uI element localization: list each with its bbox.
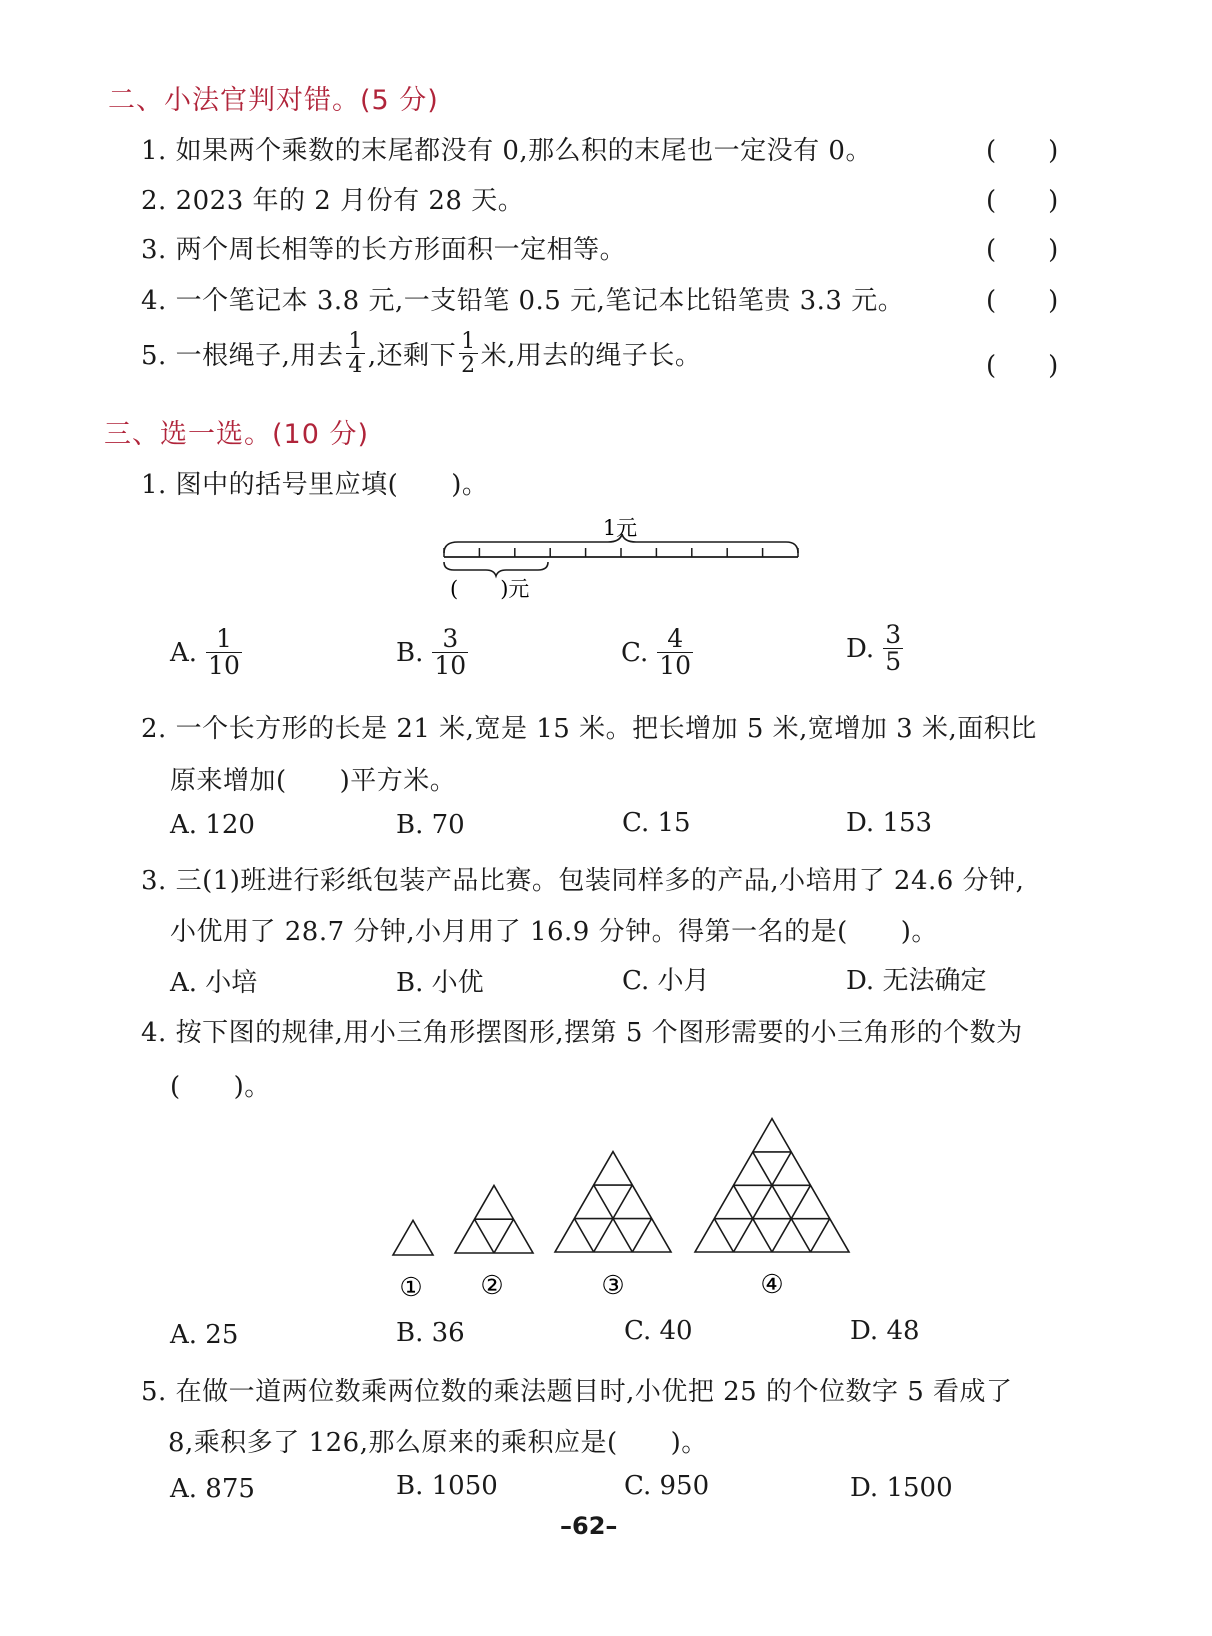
- judge-item-5: [141, 330, 701, 377]
- triangle-pattern-figure: [380, 1100, 870, 1315]
- figure-label-4: ④: [760, 1270, 784, 1300]
- choice-q2-line2: 原来增加( )平方米。: [170, 766, 457, 796]
- section-2-title: 二、小法官判对错。(5 分): [108, 85, 439, 116]
- choice-q1-text: 1. 图中的括号里应填( )。: [141, 470, 489, 500]
- fraction-numerator: 1: [216, 624, 232, 653]
- triangle-outline: [555, 1152, 671, 1252]
- q4-option-b[interactable]: B. 36: [396, 1318, 465, 1348]
- number-line-ticks: [444, 548, 798, 557]
- q1-option-d[interactable]: [846, 622, 906, 676]
- q3-option-c[interactable]: C. 小月: [622, 966, 710, 996]
- figure-label-3: ③: [601, 1271, 625, 1301]
- fraction-numerator: 1: [461, 329, 476, 354]
- grid-line: [632, 1219, 651, 1252]
- fraction-denominator: 4: [348, 353, 363, 379]
- fraction-one-quarter: [346, 330, 365, 377]
- figure-bottom-label: ( )元: [450, 577, 530, 601]
- choice-q4-line1: 4. 按下图的规律,用小三角形摆图形,摆第 5 个图形需要的小三角形的个数为: [141, 1018, 1023, 1048]
- option-label: A.: [170, 637, 198, 668]
- fraction-denominator: 5: [885, 647, 902, 677]
- q2-option-d[interactable]: D. 153: [846, 808, 933, 838]
- figure-label-1: ①: [399, 1273, 423, 1303]
- choice-q5-line1: 5. 在做一道两位数乘两位数的乘法题目时,小优把 25 的个位数字 5 看成了: [141, 1377, 1013, 1407]
- bottom-brace: [444, 562, 548, 576]
- q5-option-a[interactable]: A. 875: [170, 1474, 255, 1504]
- q5-option-b[interactable]: B. 1050: [396, 1471, 498, 1501]
- judge-item-5-pre: 5. 一根绳子,用去: [141, 341, 344, 372]
- choice-q2-line1: 2. 一个长方形的长是 21 米,宽是 15 米。把长增加 5 米,宽增加 3 米,面积比: [141, 714, 1037, 744]
- q2-option-b[interactable]: B. 70: [396, 810, 465, 840]
- judge-item-5-mid: ,还剩下: [367, 341, 457, 372]
- triangle-figure-3: [555, 1152, 671, 1252]
- triangle-figure-2: [455, 1185, 533, 1253]
- answer-blank-4[interactable]: ( ): [986, 286, 1059, 316]
- judge-item-3: 3. 两个周长相等的长方形面积一定相等。: [141, 235, 627, 265]
- q3-option-d[interactable]: D. 无法确定: [846, 966, 987, 996]
- choice-q5-line2: 8,乘积多了 126,那么原来的乘积应是( )。: [168, 1428, 708, 1458]
- grid-line: [494, 1219, 514, 1253]
- grid-line: [753, 1152, 811, 1252]
- q3-option-b[interactable]: B. 小优: [396, 968, 484, 998]
- q3-option-a[interactable]: A. 小培: [170, 968, 258, 998]
- q5-option-c[interactable]: C. 950: [624, 1471, 710, 1501]
- figure-top-label: 1元: [602, 516, 638, 540]
- fraction-denominator: 10: [434, 651, 467, 681]
- option-fraction: [206, 626, 242, 680]
- q4-option-c[interactable]: C. 40: [624, 1316, 693, 1346]
- answer-blank-5[interactable]: ( ): [986, 351, 1059, 381]
- fraction-numerator: 3: [442, 624, 459, 653]
- q5-option-d[interactable]: D. 1500: [850, 1473, 953, 1503]
- q2-option-c[interactable]: C. 15: [622, 808, 691, 838]
- triangle-outline: [393, 1220, 433, 1255]
- grid-line: [811, 1219, 830, 1252]
- fraction-numerator: 4: [667, 624, 684, 653]
- fraction-denominator: 10: [659, 651, 692, 681]
- option-fraction: [432, 626, 468, 680]
- triangle-figure-4: [695, 1119, 849, 1252]
- q1-option-a[interactable]: [170, 626, 245, 680]
- q1-option-c[interactable]: [621, 626, 696, 680]
- option-label: B.: [396, 637, 424, 668]
- judge-item-2: 2. 2023 年的 2 月份有 28 天。: [141, 186, 525, 216]
- answer-blank-2[interactable]: ( ): [986, 186, 1059, 216]
- fraction-numerator: 1: [348, 329, 363, 354]
- grid-line: [714, 1219, 733, 1252]
- grid-line: [734, 1152, 792, 1252]
- q1-option-b[interactable]: [396, 626, 471, 680]
- figure-label-2: ②: [480, 1271, 504, 1301]
- choice-q3-line1: 3. 三(1)班进行彩纸包装产品比赛。包装同样多的产品,小培用了 24.6 分钟,: [141, 866, 1025, 896]
- option-fraction: [657, 626, 693, 680]
- option-label: D.: [846, 633, 875, 664]
- grid-line: [475, 1219, 495, 1253]
- judge-item-1: 1. 如果两个乘数的末尾都没有 0,那么积的末尾也一定没有 0。: [141, 136, 872, 166]
- answer-blank-1[interactable]: ( ): [986, 136, 1059, 166]
- judge-item-5-post: 米,用去的绳子长。: [480, 341, 702, 372]
- answer-blank-3[interactable]: ( ): [986, 235, 1059, 265]
- fraction-numerator: 3: [885, 620, 902, 649]
- fraction-denominator: 10: [208, 651, 240, 681]
- q2-option-a[interactable]: A. 120: [170, 810, 255, 840]
- q4-option-a[interactable]: A. 25: [170, 1320, 239, 1350]
- fraction-one-half: [459, 330, 478, 377]
- fraction-denominator: 2: [461, 353, 476, 379]
- section-3-title: 三、选一选。(10 分): [104, 419, 370, 450]
- choice-q4-line2: ( )。: [170, 1072, 271, 1102]
- grid-line: [574, 1219, 593, 1252]
- q4-option-d[interactable]: D. 48: [850, 1316, 920, 1346]
- triangle-figure-1: [393, 1220, 433, 1255]
- triangle-figures: [393, 1119, 849, 1255]
- page-number: –62–: [560, 1512, 618, 1540]
- option-fraction: [883, 622, 903, 676]
- choice-q3-line2: 小优用了 28.7 分钟,小月用了 16.9 分钟。得第一名的是( )。: [170, 917, 938, 947]
- option-label: C.: [621, 637, 649, 668]
- judge-item-4: 4. 一个笔记本 3.8 元,一支铅笔 0.5 元,笔记本比铅笔贵 3.3 元。: [141, 286, 905, 316]
- number-line-figure: [430, 510, 820, 605]
